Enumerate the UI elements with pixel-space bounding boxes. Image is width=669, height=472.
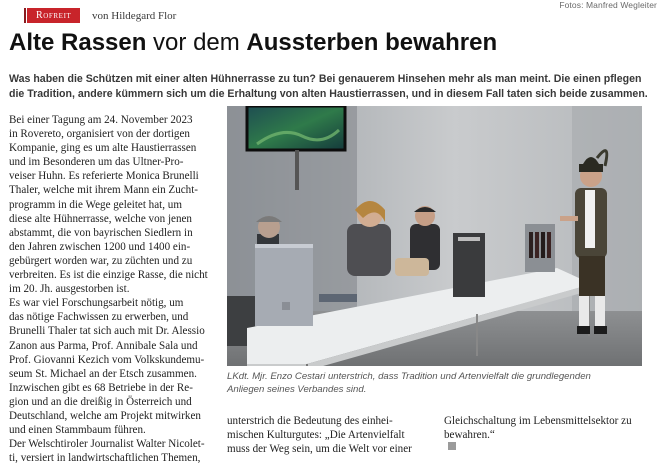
body-line-text: bewahren.“ <box>444 429 495 442</box>
photo-credit: Fotos: Manfred Wegleiter <box>559 0 657 10</box>
lead-line: die Tradition, andere kümmern sich um die Erhaltung von alten Haustierrassen, und in diesem Fall taten sich beide zusammen. <box>9 88 648 100</box>
end-of-article-mark <box>448 442 456 450</box>
body-column-3 <box>444 414 644 450</box>
lead-line: Was haben die Schützen mit einer alten Hühnerrasse zu tun? Bei genauerem Hinsehen mehr als man meint. Die einen pflegen <box>9 73 642 85</box>
body-line: Prof. Giovanni Kezich vom Volkskundemu- <box>9 353 205 366</box>
body-line: Bei einer Tagung am 24. November 2023 <box>9 114 193 126</box>
body-line: muss der Weg sein, um die Welt vor einer <box>227 443 412 456</box>
body-column-2 <box>227 414 427 456</box>
caption-line: Anliegen seines Verbandes sind. <box>227 383 367 395</box>
section-tag-edge <box>24 8 26 23</box>
body-line: den Jahren zwischen 1200 und 1400 ein- <box>9 240 191 253</box>
body-line: und einen Stammbaum führen. <box>9 424 146 437</box>
body-line: unterstrich die Bedeutung des einhei- <box>227 415 393 427</box>
body-line: verbreiten. Es ist die einzige Rasse, die nicht <box>9 269 208 282</box>
body-column-1 <box>9 113 217 465</box>
body-line: mischen Kulturgutes: „Die Artenvielfalt <box>227 429 405 442</box>
headline <box>9 28 497 58</box>
body-line: Thaler, welche mit ihrem Mann ein Zucht- <box>9 184 199 197</box>
lead-paragraph <box>9 72 659 102</box>
photo-caption <box>227 371 647 396</box>
body-line: Gleichschaltung im Lebensmittelsektor zu <box>444 415 632 427</box>
body-line: Brunelli Thaler tat sich auch mit Dr. Alessio <box>9 325 205 338</box>
body-line: Kompanie, ging es um alte Haustierrassen <box>9 142 197 155</box>
body-line: gion und an die dreißig in Österreich und <box>9 395 192 408</box>
body-line-last <box>444 428 644 450</box>
body-line: das nötige Fachwissen zu erwerben, und <box>9 311 189 324</box>
body-line: abstammt, die von bayrischen Siedlern in <box>9 226 193 239</box>
body-line: veiser Huhn. Es referierte Monica Brunelli <box>9 170 199 183</box>
body-line: diese alte Hühnerrasse, welche von jenen <box>9 212 192 225</box>
body-line: Deutschland, welche am Projekt mitwirken <box>9 409 201 422</box>
body-line: seum St. Michael an der Etsch zusammen. <box>9 367 197 380</box>
headline-part-2: vor dem <box>146 29 247 56</box>
body-line: im 20. Jh. ausgestorben ist. <box>9 283 130 296</box>
body-line: ti, versiert in landwirtschaftlichen Themen, <box>9 452 201 465</box>
caption-line: LKdt. Mjr. Enzo Cestari unterstrich, dass Tradition und Artenvielfalt die grundlegenden <box>227 371 591 382</box>
event-photo <box>227 106 642 366</box>
body-line: Es war viel Forschungsarbeit nötig, um <box>9 297 184 310</box>
section-tag: Rofreit <box>27 8 80 23</box>
body-line: Zanon aus Parma, Prof. Annibale Sala und <box>9 339 198 352</box>
body-line: programm in die Wege geleitet hat, um <box>9 198 182 211</box>
headline-part-3: Aussterben bewahren <box>246 29 498 56</box>
body-line: Inzwischen gibt es 68 Betriebe in der Re- <box>9 381 193 394</box>
headline-part-1: Alte Rassen <box>9 29 147 56</box>
body-line: gebürgert worden war, zu züchten und zu <box>9 254 193 267</box>
author-byline: von Hildegard Flor <box>92 10 177 22</box>
body-line: in Rovereto, organisiert von der dortigen <box>9 128 190 141</box>
event-photo-illustration <box>227 106 642 366</box>
body-line: und im Besonderen um das Ultner-Pro- <box>9 156 184 169</box>
body-line: Der Welschtiroler Journalist Walter Nicolet- <box>9 438 205 451</box>
